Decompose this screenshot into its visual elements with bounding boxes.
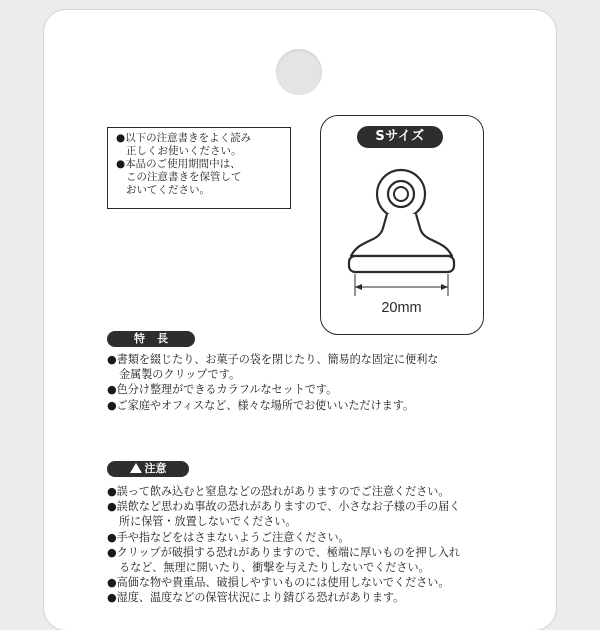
features-list	[107, 352, 438, 413]
caution-list	[107, 484, 460, 606]
notice-line: おいてください。	[126, 184, 210, 196]
caution-line: ●高価な物や貴重品、破損しやすいものには使用しないでください。	[107, 576, 450, 590]
feature-line: ●色分け整理ができるカラフルなセットです。	[107, 383, 338, 397]
caution-line: ●クリップが破損する恐れがありますので、極端に厚いものを押し入れ	[107, 545, 460, 559]
dimension-label: 20mm	[381, 300, 422, 316]
caution-line: ●誤飲など思わぬ事故の恐れがありますので、小さなお子様の手の届く	[107, 500, 461, 514]
caution-heading-badge	[107, 461, 189, 477]
caution-line: ●手や指などをはさまないようご注意ください。	[107, 530, 350, 544]
size-panel	[320, 115, 484, 335]
notice-line: 正しくお使いください。	[126, 145, 242, 157]
clip-illustration-icon	[321, 156, 482, 296]
caution-line: 所に保管・放置しないでください。	[119, 515, 297, 529]
feature-line: ●書類を綴じたり、お菓子の袋を閉じたり、簡易的な固定に便利な	[107, 353, 439, 366]
caution-line: ●誤って飲み込むと窒息などの恐れがありますのでご注意ください。	[107, 485, 450, 498]
hang-hole	[276, 49, 322, 95]
size-badge: Sサイズ	[357, 126, 443, 148]
usage-notice-box	[107, 127, 291, 209]
notice-line: この注意書きを保管して	[126, 171, 242, 183]
feature-line: ●ご家庭やオフィスなど、様々な場所でお使いいただけます。	[107, 398, 415, 412]
caution-heading: 注意	[144, 462, 167, 475]
caution-line: ●湿度、温度などの保管状況により錆びる恐れがあります。	[107, 591, 405, 605]
notice-line: ●本品のご使用期間中は、	[116, 158, 241, 170]
feature-line: 金属製のクリップです。	[119, 368, 241, 382]
warning-triangle-icon: !	[130, 463, 142, 473]
features-heading: 特長	[107, 331, 195, 347]
caution-line: るなど、無理に開いたり、衝撃を与えたりしないでください。	[119, 561, 430, 575]
notice-line: ●以下の注意書きをよく読み	[116, 132, 252, 144]
